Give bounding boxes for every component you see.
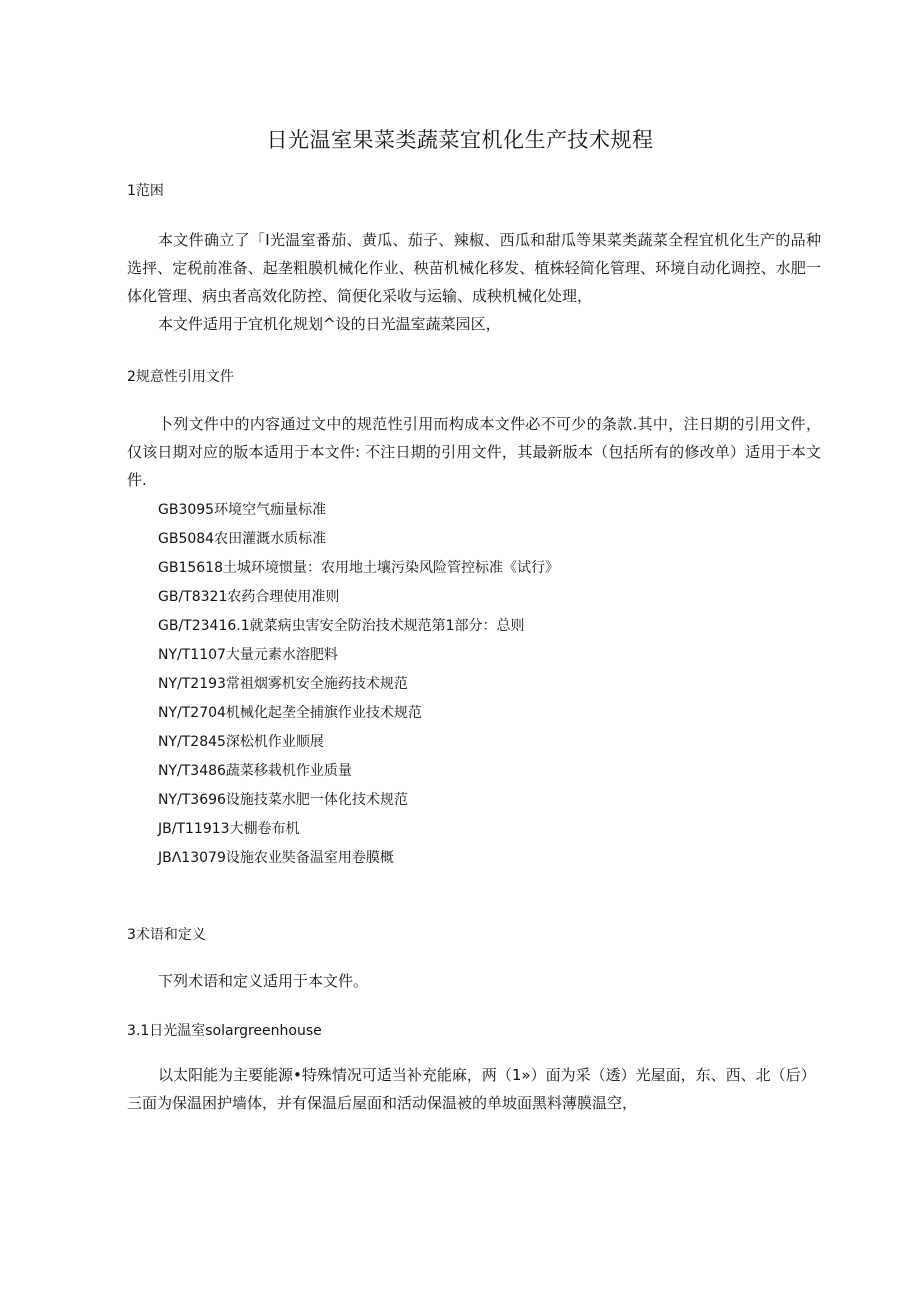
reference-item: NY/T3486蔬菜移栽机作业质量	[158, 763, 352, 779]
reference-item: NY/T2704机械化起垄全捕旗作业技术规范	[158, 705, 422, 721]
reference-item: GB/T23416.1就菜病虫害安全防治技术规范第1部分：总则	[158, 618, 525, 634]
reference-item: GB15618土城环境惯量：农用地土壤污染风险管控标准《试行》	[158, 560, 559, 576]
reference-item: JBΛ13079设施农业奘备温室用卷膜概	[158, 850, 394, 866]
reference-item: NY/T2845深松机作业顺展	[158, 734, 324, 750]
term-heading-solar-greenhouse: 3.1日光温室solargreenhouse	[127, 1023, 322, 1039]
section-heading-normative: 2规意性引用文件	[127, 369, 234, 385]
reference-item: NY/T1107大量元素水溶肥料	[158, 647, 338, 663]
terms-intro-paragraph: 下列术语和定义适用于本文件。	[158, 972, 369, 990]
reference-item: GB5084农田灌溉水质标准	[158, 531, 327, 547]
term-definition-line-2: 三面为保温困护墙体，并有保温后屋面和活动保温被的单坡面黑料薄膜温空，	[127, 1094, 638, 1112]
section-heading-terms: 3术语和定义	[127, 927, 206, 943]
scope-paragraph-1: 本文件确立了「I光温室番茄、黄瓜、茄子、辣椒、西瓜和甜瓜等果菜类蔬菜全程宜机化生产的品种选抨、定税前准备、起垄粗膜机械化作业、秧苗机械化移发、植株轻简化管理、环境自动化调控、水肥一体化管理、病虫者高效化防控、简便化采收与运输、成秧机械化处理，	[127, 231, 821, 305]
reference-item: GB/T8321农药合理使用准则	[158, 589, 340, 605]
page-title: 日光温室果菜类蔬菜宜机化生产技术规程	[266, 128, 654, 152]
reference-list	[158, 498, 559, 875]
reference-item: JB/T11913大棚卷布机	[158, 821, 300, 837]
section-heading-scope: 1范困	[127, 183, 164, 199]
reference-item: GB3095环境空气痂量标准	[158, 502, 327, 518]
normative-intro-paragraph: 卜列文件中的内容通过文中的规范性引用而构成本文件必不可少的条款.其中，注日期的引用文件，仅该日期对应的版本适用于本文件: 不注日期的引用文件，其最新版本（包括所有的修改单）适用于本文件.	[127, 415, 821, 489]
reference-item: NY/T3696设施技菜水肥一体化技术规范	[158, 792, 408, 808]
scope-paragraph-2: 本文件适用于宜机化规划^设的日光温室蔬菜园区，	[158, 315, 501, 333]
term-definition-line-1: 以太阳能为主要能源•特殊情况可适当补充能麻，两（1»）面为采（透）光屋面，东、西、北（后）	[158, 1066, 816, 1084]
reference-item: NY/T2193常祖烟雾机安全施药技术规范	[158, 676, 408, 692]
